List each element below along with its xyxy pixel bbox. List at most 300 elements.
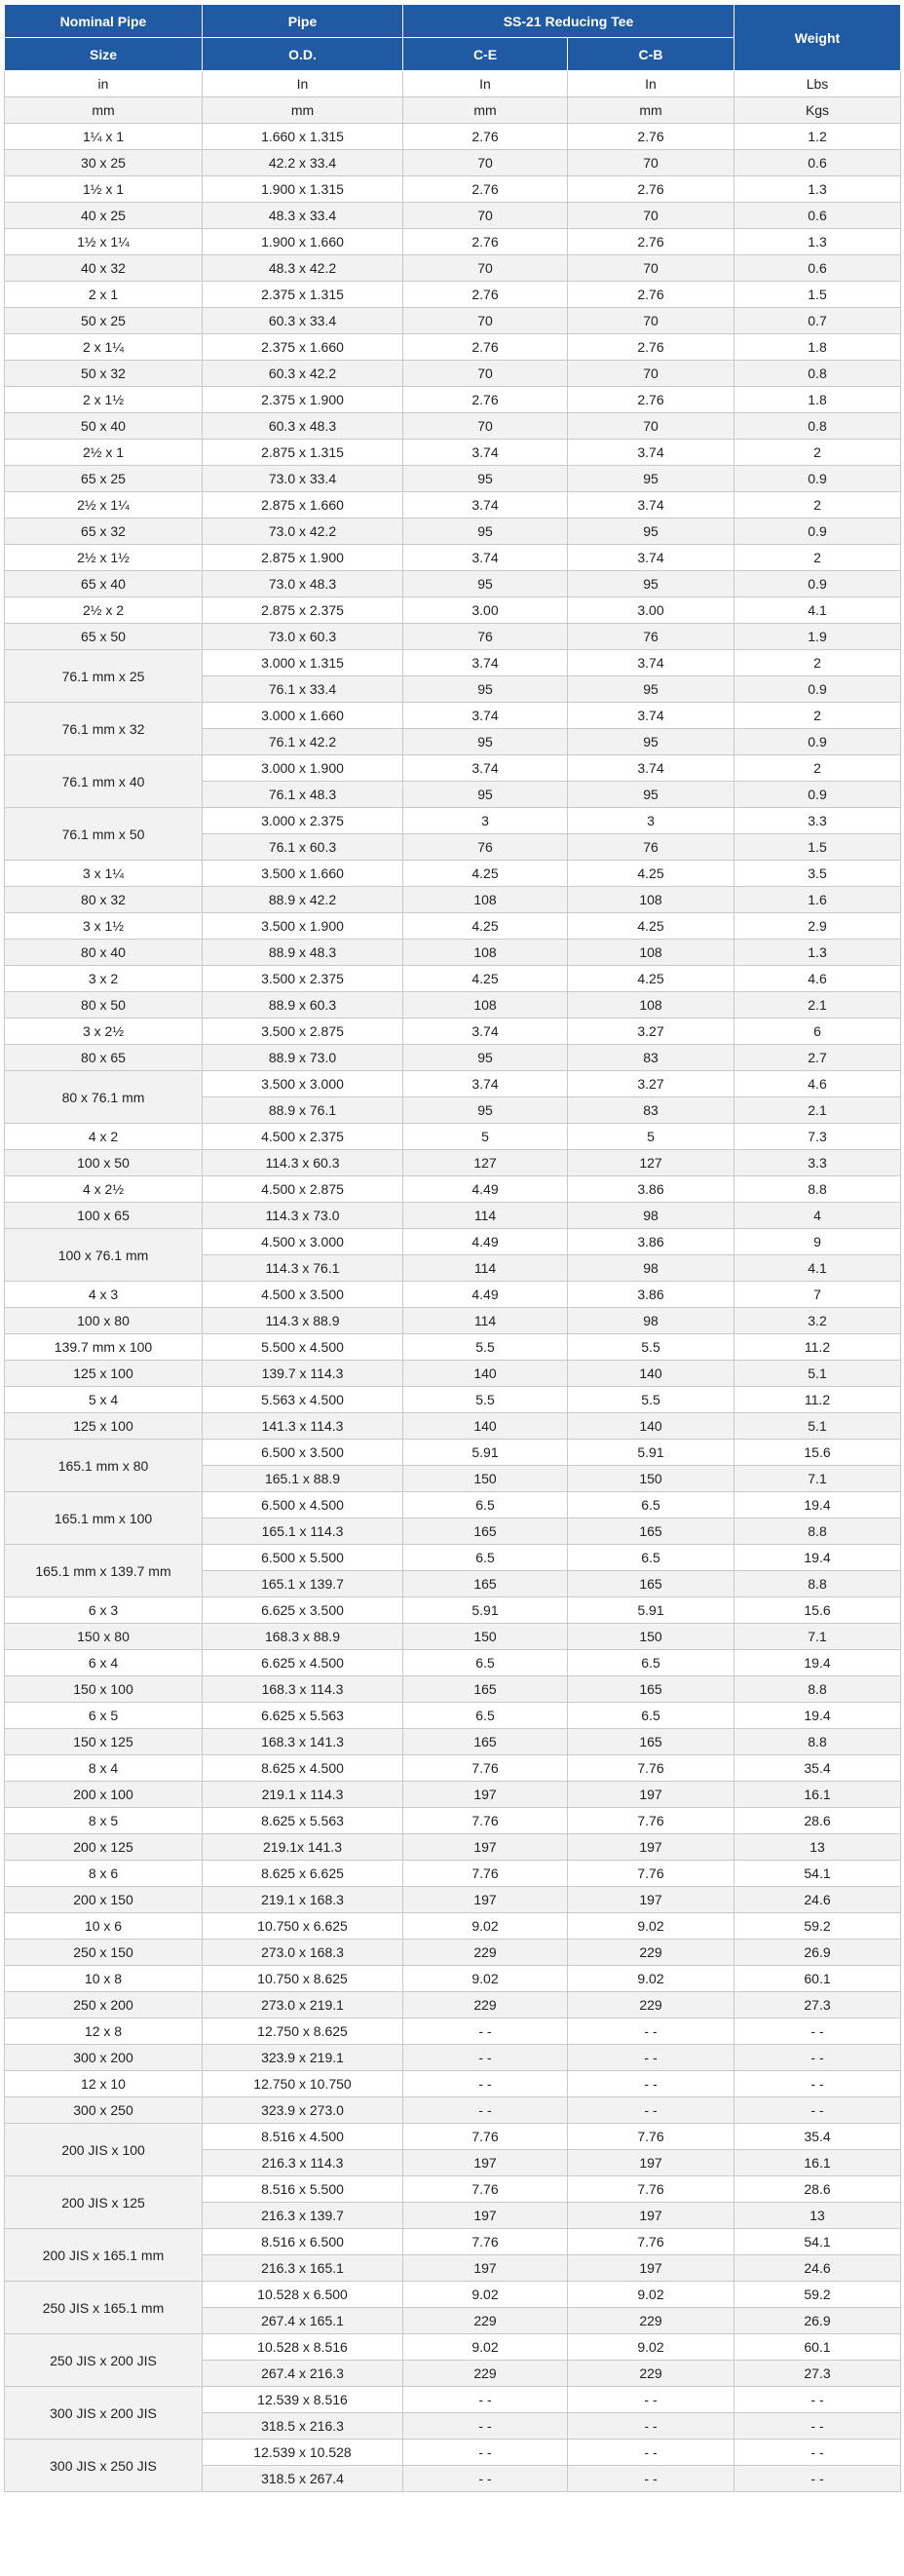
weight-cell: 7.3 xyxy=(734,1124,901,1150)
od-cell: 165.1 x 139.7 xyxy=(203,1571,403,1597)
table-row xyxy=(5,2229,901,2255)
size-cell: 50 x 40 xyxy=(5,413,203,440)
table-row xyxy=(5,1492,901,1519)
size-cell: 80 x 50 xyxy=(5,992,203,1019)
table-row xyxy=(5,71,901,97)
ce-cell: 140 xyxy=(403,1361,568,1387)
cb-cell: 127 xyxy=(568,1150,734,1176)
cb-cell: 7.76 xyxy=(568,1808,734,1834)
od-cell: 3.000 x 1.315 xyxy=(203,650,403,676)
cb-cell: 229 xyxy=(568,1940,734,1966)
cb-cell: 2.76 xyxy=(568,124,734,150)
ce-cell: - - xyxy=(403,2440,568,2466)
size-cell: 150 x 125 xyxy=(5,1729,203,1755)
weight-cell: 26.9 xyxy=(734,2308,901,2334)
cb-cell: 7.76 xyxy=(568,2229,734,2255)
cb-cell: 95 xyxy=(568,782,734,808)
od-cell: 73.0 x 60.3 xyxy=(203,624,403,650)
od-cell: 10.750 x 6.625 xyxy=(203,1913,403,1940)
weight-cell: 24.6 xyxy=(734,2255,901,2282)
weight-cell: 3.2 xyxy=(734,1308,901,1334)
ce-cell: 197 xyxy=(403,1887,568,1913)
ce-cell: 9.02 xyxy=(403,2334,568,2361)
size-cell: 8 x 4 xyxy=(5,1755,203,1782)
cb-cell: 140 xyxy=(568,1413,734,1440)
ce-cell: - - xyxy=(403,2045,568,2071)
weight-cell: 0.6 xyxy=(734,150,901,176)
weight-cell: 16.1 xyxy=(734,2150,901,2176)
weight-cell: 11.2 xyxy=(734,1334,901,1361)
weight-cell: 11.2 xyxy=(734,1387,901,1413)
size-cell: 4 x 2½ xyxy=(5,1176,203,1203)
ce-cell: 70 xyxy=(403,361,568,387)
ce-cell: - - xyxy=(403,2097,568,2124)
size-cell: 125 x 100 xyxy=(5,1413,203,1440)
size-cell: 250 x 200 xyxy=(5,1992,203,2019)
table-row xyxy=(5,1150,901,1176)
cb-cell: 98 xyxy=(568,1203,734,1229)
table-row xyxy=(5,2282,901,2308)
table-row xyxy=(5,1834,901,1861)
table-row xyxy=(5,282,901,308)
ce-cell: 70 xyxy=(403,413,568,440)
od-cell: 3.500 x 2.875 xyxy=(203,1019,403,1045)
reducing-tee-spec-table xyxy=(4,4,901,2492)
cb-cell: 3.74 xyxy=(568,755,734,782)
od-cell: In xyxy=(203,71,403,97)
cb-cell: - - xyxy=(568,2466,734,2492)
weight-cell: - - xyxy=(734,2045,901,2071)
size-cell: 1½ x 1 xyxy=(5,176,203,203)
size-cell: 80 x 32 xyxy=(5,887,203,913)
cb-cell: 7.76 xyxy=(568,1755,734,1782)
od-cell: 3.000 x 1.660 xyxy=(203,703,403,729)
cb-cell: 3.27 xyxy=(568,1071,734,1097)
weight-cell: - - xyxy=(734,2413,901,2440)
cb-cell: 7.76 xyxy=(568,2124,734,2150)
cb-cell: 95 xyxy=(568,519,734,545)
ce-cell: 3.74 xyxy=(403,440,568,466)
weight-cell: Kgs xyxy=(734,97,901,124)
cb-cell: 165 xyxy=(568,1676,734,1703)
ce-cell: 6.5 xyxy=(403,1650,568,1676)
ce-cell: 70 xyxy=(403,150,568,176)
ce-cell: 140 xyxy=(403,1413,568,1440)
cb-cell: In xyxy=(568,71,734,97)
ce-cell: 7.76 xyxy=(403,2176,568,2203)
table-row xyxy=(5,1676,901,1703)
weight-cell: 26.9 xyxy=(734,1940,901,1966)
size-cell: 50 x 32 xyxy=(5,361,203,387)
ce-cell: 3.74 xyxy=(403,1071,568,1097)
table-row xyxy=(5,2440,901,2466)
weight-cell: 1.3 xyxy=(734,176,901,203)
od-cell: 2.875 x 1.315 xyxy=(203,440,403,466)
od-cell: 114.3 x 73.0 xyxy=(203,1203,403,1229)
table-row xyxy=(5,413,901,440)
ce-cell: In xyxy=(403,71,568,97)
ce-cell: 3.74 xyxy=(403,650,568,676)
weight-cell: 9 xyxy=(734,1229,901,1255)
weight-cell: 2.1 xyxy=(734,1097,901,1124)
cb-cell: 3.86 xyxy=(568,1282,734,1308)
table-row xyxy=(5,1861,901,1887)
ce-cell: 150 xyxy=(403,1624,568,1650)
od-cell: 88.9 x 42.2 xyxy=(203,887,403,913)
od-cell: 60.3 x 42.2 xyxy=(203,361,403,387)
weight-cell: 4.1 xyxy=(734,597,901,624)
cb-cell: 3.74 xyxy=(568,703,734,729)
size-cell: 65 x 25 xyxy=(5,466,203,492)
size-cell: 139.7 mm x 100 xyxy=(5,1334,203,1361)
od-cell: 3.500 x 1.660 xyxy=(203,861,403,887)
cb-cell: 70 xyxy=(568,255,734,282)
od-cell: 267.4 x 216.3 xyxy=(203,2361,403,2387)
size-cell: 30 x 25 xyxy=(5,150,203,176)
ce-cell: 165 xyxy=(403,1729,568,1755)
ce-cell: - - xyxy=(403,2071,568,2097)
cb-cell: 6.5 xyxy=(568,1545,734,1571)
od-cell: 76.1 x 48.3 xyxy=(203,782,403,808)
size-cell: 76.1 mm x 50 xyxy=(5,808,203,861)
cb-cell: 229 xyxy=(568,2361,734,2387)
ce-cell: 7.76 xyxy=(403,1808,568,1834)
od-cell: 114.3 x 60.3 xyxy=(203,1150,403,1176)
size-cell: 2½ x 1¼ xyxy=(5,492,203,519)
ce-cell: 5.91 xyxy=(403,1597,568,1624)
size-cell: 165.1 mm x 100 xyxy=(5,1492,203,1545)
cb-cell: 150 xyxy=(568,1624,734,1650)
cb-cell: 6.5 xyxy=(568,1492,734,1519)
table-row xyxy=(5,1782,901,1808)
ce-cell: 6.5 xyxy=(403,1703,568,1729)
ce-cell: 4.25 xyxy=(403,966,568,992)
size-cell: 300 x 200 xyxy=(5,2045,203,2071)
size-cell: 150 x 100 xyxy=(5,1676,203,1703)
weight-cell: 59.2 xyxy=(734,1913,901,1940)
od-cell: 8.625 x 6.625 xyxy=(203,1861,403,1887)
table-row xyxy=(5,2019,901,2045)
ce-cell: 127 xyxy=(403,1150,568,1176)
table-row xyxy=(5,308,901,334)
cb-cell: 9.02 xyxy=(568,1913,734,1940)
table-row xyxy=(5,1940,901,1966)
ce-cell: 165 xyxy=(403,1676,568,1703)
size-cell: 80 x 76.1 mm xyxy=(5,1071,203,1124)
od-cell: 4.500 x 3.500 xyxy=(203,1282,403,1308)
ce-cell: 5.5 xyxy=(403,1334,568,1361)
od-cell: 4.500 x 3.000 xyxy=(203,1229,403,1255)
od-cell: 10.528 x 8.516 xyxy=(203,2334,403,2361)
table-row xyxy=(5,1176,901,1203)
ce-cell: mm xyxy=(403,97,568,124)
header-cb: C-B xyxy=(568,38,734,71)
size-cell: 65 x 50 xyxy=(5,624,203,650)
weight-cell: 35.4 xyxy=(734,1755,901,1782)
weight-cell: 1.6 xyxy=(734,887,901,913)
ce-cell: 9.02 xyxy=(403,1913,568,1940)
size-cell: 200 x 100 xyxy=(5,1782,203,1808)
size-cell: 200 JIS x 165.1 mm xyxy=(5,2229,203,2282)
table-row xyxy=(5,1729,901,1755)
table-row xyxy=(5,519,901,545)
od-cell: 8.625 x 5.563 xyxy=(203,1808,403,1834)
cb-cell: 3.74 xyxy=(568,650,734,676)
table-row xyxy=(5,492,901,519)
cb-cell: 3.00 xyxy=(568,597,734,624)
table-row xyxy=(5,571,901,597)
ce-cell: 197 xyxy=(403,1782,568,1808)
ce-cell: - - xyxy=(403,2019,568,2045)
size-cell: 200 x 125 xyxy=(5,1834,203,1861)
od-cell: 3.000 x 1.900 xyxy=(203,755,403,782)
cb-cell: 2.76 xyxy=(568,176,734,203)
weight-cell: 1.5 xyxy=(734,834,901,861)
cb-cell: 3.27 xyxy=(568,1019,734,1045)
od-cell: 8.625 x 4.500 xyxy=(203,1755,403,1782)
table-row xyxy=(5,1282,901,1308)
ce-cell: 3.74 xyxy=(403,545,568,571)
cb-cell: - - xyxy=(568,2045,734,2071)
header-size: Size xyxy=(5,38,203,71)
od-cell: 48.3 x 33.4 xyxy=(203,203,403,229)
size-cell: 3 x 2 xyxy=(5,966,203,992)
od-cell: 1.900 x 1.315 xyxy=(203,176,403,203)
weight-cell: 0.7 xyxy=(734,308,901,334)
od-cell: 88.9 x 73.0 xyxy=(203,1045,403,1071)
cb-cell: 76 xyxy=(568,624,734,650)
od-cell: 165.1 x 114.3 xyxy=(203,1519,403,1545)
cb-cell: 7.76 xyxy=(568,1861,734,1887)
cb-cell: 70 xyxy=(568,308,734,334)
size-cell: 250 JIS x 200 JIS xyxy=(5,2334,203,2387)
ce-cell: 229 xyxy=(403,1940,568,1966)
size-cell: 250 x 150 xyxy=(5,1940,203,1966)
ce-cell: 95 xyxy=(403,571,568,597)
ce-cell: 9.02 xyxy=(403,1966,568,1992)
weight-cell: 2.1 xyxy=(734,992,901,1019)
weight-cell: 0.9 xyxy=(734,729,901,755)
cb-cell: 3.74 xyxy=(568,440,734,466)
ce-cell: 4.25 xyxy=(403,913,568,940)
table-row xyxy=(5,387,901,413)
ce-cell: 95 xyxy=(403,1097,568,1124)
ce-cell: 3 xyxy=(403,808,568,834)
weight-cell: - - xyxy=(734,2019,901,2045)
table-row xyxy=(5,1597,901,1624)
od-cell: 168.3 x 141.3 xyxy=(203,1729,403,1755)
ce-cell: 114 xyxy=(403,1255,568,1282)
ce-cell: 2.76 xyxy=(403,124,568,150)
table-row xyxy=(5,2387,901,2413)
header-row-1 xyxy=(5,5,901,38)
cb-cell: 7.76 xyxy=(568,2176,734,2203)
cb-cell: 98 xyxy=(568,1308,734,1334)
table-row xyxy=(5,1334,901,1361)
size-cell: 8 x 5 xyxy=(5,1808,203,1834)
table-row xyxy=(5,887,901,913)
cb-cell: 5.91 xyxy=(568,1597,734,1624)
size-cell: 100 x 50 xyxy=(5,1150,203,1176)
cb-cell: 6.5 xyxy=(568,1650,734,1676)
size-cell: 10 x 8 xyxy=(5,1966,203,1992)
cb-cell: 165 xyxy=(568,1729,734,1755)
cb-cell: 5 xyxy=(568,1124,734,1150)
od-cell: 2.375 x 1.660 xyxy=(203,334,403,361)
size-cell: 165.1 mm x 80 xyxy=(5,1440,203,1492)
od-cell: 216.3 x 165.1 xyxy=(203,2255,403,2282)
od-cell: 114.3 x 76.1 xyxy=(203,1255,403,1282)
header-reducing-tee: SS-21 Reducing Tee xyxy=(403,5,734,38)
od-cell: 318.5 x 267.4 xyxy=(203,2466,403,2492)
weight-cell: 4.6 xyxy=(734,966,901,992)
table-row xyxy=(5,1361,901,1387)
od-cell: 8.516 x 5.500 xyxy=(203,2176,403,2203)
weight-cell: 0.9 xyxy=(734,782,901,808)
weight-cell: 19.4 xyxy=(734,1650,901,1676)
table-row xyxy=(5,992,901,1019)
weight-cell: 0.8 xyxy=(734,361,901,387)
cb-cell: 9.02 xyxy=(568,2282,734,2308)
ce-cell: 2.76 xyxy=(403,229,568,255)
table-row xyxy=(5,1545,901,1571)
cb-cell: 98 xyxy=(568,1255,734,1282)
od-cell: 2.375 x 1.315 xyxy=(203,282,403,308)
table-row xyxy=(5,861,901,887)
ce-cell: 9.02 xyxy=(403,2282,568,2308)
size-cell: 80 x 65 xyxy=(5,1045,203,1071)
weight-cell: 0.9 xyxy=(734,571,901,597)
weight-cell: 13 xyxy=(734,2203,901,2229)
ce-cell: 229 xyxy=(403,2308,568,2334)
weight-cell: 19.4 xyxy=(734,1492,901,1519)
cb-cell: 197 xyxy=(568,2150,734,2176)
size-cell: 2½ x 2 xyxy=(5,597,203,624)
weight-cell: 7.1 xyxy=(734,1624,901,1650)
weight-cell: 15.6 xyxy=(734,1597,901,1624)
od-cell: 12.750 x 10.750 xyxy=(203,2071,403,2097)
cb-cell: 4.25 xyxy=(568,913,734,940)
od-cell: 3.000 x 2.375 xyxy=(203,808,403,834)
weight-cell: 13 xyxy=(734,1834,901,1861)
weight-cell: - - xyxy=(734,2466,901,2492)
ce-cell: 197 xyxy=(403,2150,568,2176)
ce-cell: 108 xyxy=(403,887,568,913)
od-cell: 5.563 x 4.500 xyxy=(203,1387,403,1413)
od-cell: 6.625 x 5.563 xyxy=(203,1703,403,1729)
weight-cell: 4 xyxy=(734,1203,901,1229)
cb-cell: 140 xyxy=(568,1361,734,1387)
weight-cell: - - xyxy=(734,2097,901,2124)
weight-cell: 0.6 xyxy=(734,203,901,229)
weight-cell: 1.9 xyxy=(734,624,901,650)
cb-cell: - - xyxy=(568,2071,734,2097)
table-row xyxy=(5,940,901,966)
cb-cell: 108 xyxy=(568,992,734,1019)
size-cell: 300 JIS x 250 JIS xyxy=(5,2440,203,2492)
table-row xyxy=(5,2045,901,2071)
table-row xyxy=(5,1966,901,1992)
cb-cell: 3.86 xyxy=(568,1229,734,1255)
ce-cell: 5 xyxy=(403,1124,568,1150)
weight-cell: 4.1 xyxy=(734,1255,901,1282)
od-cell: 216.3 x 139.7 xyxy=(203,2203,403,2229)
od-cell: 60.3 x 48.3 xyxy=(203,413,403,440)
cb-cell: 3.86 xyxy=(568,1176,734,1203)
table-row xyxy=(5,1413,901,1440)
table-row xyxy=(5,334,901,361)
cb-cell: 165 xyxy=(568,1571,734,1597)
od-cell: 6.500 x 4.500 xyxy=(203,1492,403,1519)
weight-cell: 8.8 xyxy=(734,1176,901,1203)
weight-cell: 2 xyxy=(734,545,901,571)
size-cell: 250 JIS x 165.1 mm xyxy=(5,2282,203,2334)
table-row xyxy=(5,1755,901,1782)
table-row xyxy=(5,1203,901,1229)
ce-cell: 70 xyxy=(403,308,568,334)
weight-cell: 6 xyxy=(734,1019,901,1045)
ce-cell: 114 xyxy=(403,1308,568,1334)
ce-cell: 165 xyxy=(403,1519,568,1545)
od-cell: 73.0 x 33.4 xyxy=(203,466,403,492)
od-cell: 216.3 x 114.3 xyxy=(203,2150,403,2176)
ce-cell: 3.74 xyxy=(403,492,568,519)
ce-cell: 5.91 xyxy=(403,1440,568,1466)
table-row xyxy=(5,203,901,229)
weight-cell: 15.6 xyxy=(734,1440,901,1466)
cb-cell: 3.74 xyxy=(568,545,734,571)
weight-cell: - - xyxy=(734,2440,901,2466)
table-row xyxy=(5,1071,901,1097)
cb-cell: 83 xyxy=(568,1045,734,1071)
table-row xyxy=(5,624,901,650)
ce-cell: 165 xyxy=(403,1571,568,1597)
ce-cell: 95 xyxy=(403,676,568,703)
size-cell: 76.1 mm x 32 xyxy=(5,703,203,755)
weight-cell: 3.3 xyxy=(734,808,901,834)
ce-cell: 197 xyxy=(403,1834,568,1861)
od-cell: 8.516 x 4.500 xyxy=(203,2124,403,2150)
ce-cell: 2.76 xyxy=(403,334,568,361)
size-cell: 50 x 25 xyxy=(5,308,203,334)
od-cell: 6.625 x 3.500 xyxy=(203,1597,403,1624)
weight-cell: 0.9 xyxy=(734,676,901,703)
size-cell: 165.1 mm x 139.7 mm xyxy=(5,1545,203,1597)
weight-cell: 1.2 xyxy=(734,124,901,150)
cb-cell: 5.5 xyxy=(568,1334,734,1361)
od-cell: 273.0 x 219.1 xyxy=(203,1992,403,2019)
size-cell: 300 x 250 xyxy=(5,2097,203,2124)
od-cell: 219.1 x 114.3 xyxy=(203,1782,403,1808)
ce-cell: 3.74 xyxy=(403,755,568,782)
weight-cell: 7.1 xyxy=(734,1466,901,1492)
od-cell: 2.875 x 1.900 xyxy=(203,545,403,571)
ce-cell: 7.76 xyxy=(403,2124,568,2150)
weight-cell: 4.6 xyxy=(734,1071,901,1097)
od-cell: 76.1 x 42.2 xyxy=(203,729,403,755)
od-cell: 168.3 x 114.3 xyxy=(203,1676,403,1703)
od-cell: 4.500 x 2.375 xyxy=(203,1124,403,1150)
cb-cell: 4.25 xyxy=(568,861,734,887)
size-cell: 5 x 4 xyxy=(5,1387,203,1413)
weight-cell: 2 xyxy=(734,492,901,519)
weight-cell: 27.3 xyxy=(734,1992,901,2019)
ce-cell: 4.49 xyxy=(403,1229,568,1255)
ce-cell: 95 xyxy=(403,1045,568,1071)
table-header xyxy=(5,5,901,71)
weight-cell: 60.1 xyxy=(734,2334,901,2361)
size-cell: 40 x 25 xyxy=(5,203,203,229)
